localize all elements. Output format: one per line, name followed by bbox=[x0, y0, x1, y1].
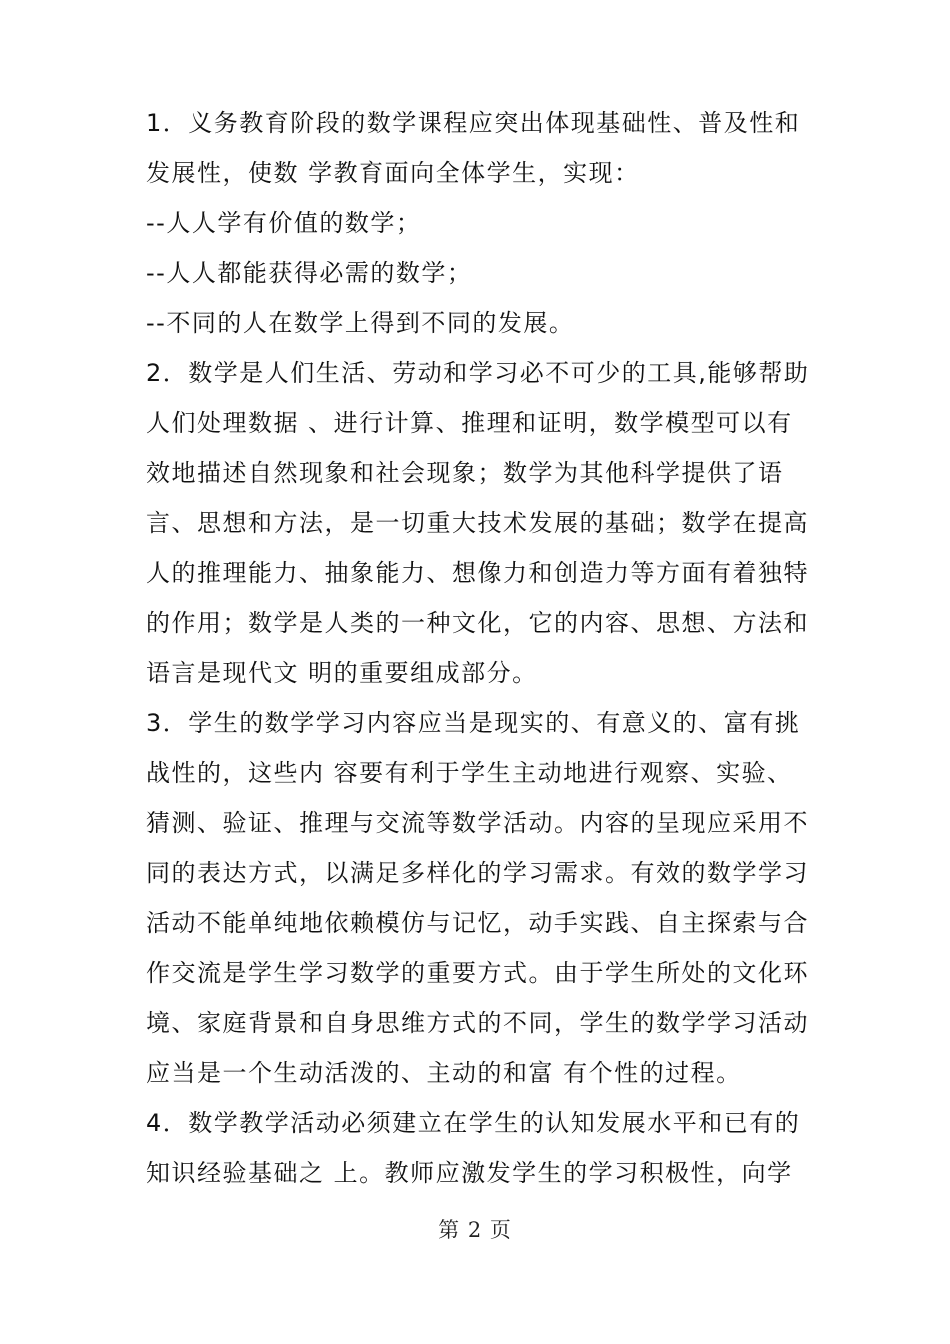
text-line: 同的表达方式，以满足多样化的学习需求。有效的数学学习 bbox=[146, 859, 809, 887]
text-line: 效地描述自然现象和社会现象；数学为其他科学提供了语 bbox=[146, 459, 784, 487]
text-line: 发展性，使数 学教育面向全体学生，实现： bbox=[146, 159, 640, 187]
text-line: 人们处理数据 、进行计算、推理和证明，数学模型可以有 bbox=[146, 409, 793, 437]
text-line: 人的推理能力、抽象能力、想像力和创造力等方面有着独特 bbox=[146, 559, 809, 587]
text-line: --人人学有价值的数学； bbox=[146, 209, 422, 237]
body-text bbox=[146, 98, 826, 1198]
text-line: 应当是一个生动活泼的、主动的和富 有个性的过程。 bbox=[146, 1059, 742, 1087]
text-line: 活动不能单纯地依赖模仿与记忆，动手实践、自主探索与合 bbox=[146, 909, 809, 937]
text-line: 知识经验基础之 上。教师应激发学生的学习积极性，向学 bbox=[146, 1159, 793, 1187]
text-line: 3．学生的数学学习内容应当是现实的、有意义的、富有挑 bbox=[146, 709, 801, 737]
text-line: 1．义务教育阶段的数学课程应突出体现基础性、普及性和 bbox=[146, 109, 801, 137]
text-line: --不同的人在数学上得到不同的发展。 bbox=[146, 309, 575, 337]
text-line: 言、思想和方法，是一切重大技术发展的基础；数学在提高 bbox=[146, 509, 809, 537]
text-line: 境、家庭背景和自身思维方式的不同，学生的数学学习活动 bbox=[146, 1009, 809, 1037]
text-line: 2．数学是人们生活、劳动和学习必不可少的工具,能够帮助 bbox=[146, 359, 810, 387]
text-line: 4．数学教学活动必须建立在学生的认知发展水平和已有的 bbox=[146, 1109, 801, 1137]
page-number: 第 2 页 bbox=[438, 1218, 512, 1242]
text-line: 猜测、验证、推理与交流等数学活动。内容的呈现应采用不 bbox=[146, 809, 809, 837]
text-line: 战性的，这些内 容要有利于学生主动地进行观察、实验、 bbox=[146, 759, 793, 787]
text-line: 作交流是学生学习数学的重要方式。由于学生所处的文化环 bbox=[146, 959, 809, 987]
text-line: --人人都能获得必需的数学； bbox=[146, 259, 473, 287]
text-line: 的作用；数学是人类的一种文化，它的内容、思想、方法和 bbox=[146, 609, 809, 637]
text-line: 语言是现代文 明的重要组成部分。 bbox=[146, 659, 538, 687]
